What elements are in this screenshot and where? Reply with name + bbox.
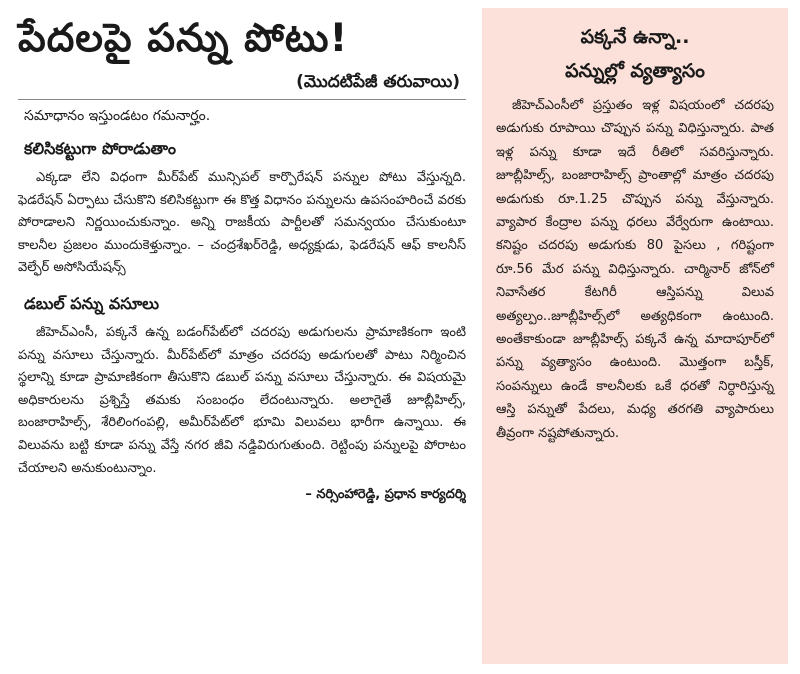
sidebar-title-line2: పన్నుల్లో వ్యత్యాసం: [565, 60, 705, 82]
sidebar-box: [482, 8, 788, 664]
lead-text: సమాధానం ఇస్తుండటం గమనార్హం.: [24, 108, 211, 124]
section-title-double-tax: డబుల్ పన్ను వసూలు: [24, 293, 160, 313]
sidebar-title-line1: పక్కనే ఉన్నా..: [580, 26, 690, 48]
section-body-double-tax: జీహెచ్‌ఎంసీ, పక్కనే ఉన్న బడంగ్‌పేట్‌లో చదరపు అడుగులను ప్రామాణికంగా ఇంటి పన్ను వసూలు చేస్తున్నారు. మీర్‌పేట్‌లో మాత్రం చదరపు అడుగులతో పాటు నిర్మించిన స్థలాన్ని కూడా ప్రామాణికంగా తీసుకొని డబుల్ పన్ను వసూలు చేస్తున్నారు. ఈ విషయమై అధికారులను ప్రశ్నిస్తే తమకు సంబంధం లేదంటున్నారు. అలాగైతే జూబ్లీహిల్స్, బంజారాహిల్స్, శేరిలింగంపల్లి, అమీర్‌పేట్‌లో భూమి విలువలు భారీగా ఉన్నాయి. ఈ విలువను బట్టి కూడా పన్ను వేస్తే నగర జీవి నడ్డివిరుగుతుంది. రెట్టింపు పన్నులపై పోరాటం చేయాలని అనుకుంటున్నాం.: [18, 324, 466, 476]
continuation-note: (మొదటిపేజీ తరువాయి): [296, 72, 460, 92]
section-title-fight-together: కలిసికట్టుగా పోరాడుతాం: [24, 139, 176, 158]
divider: [18, 99, 466, 100]
sidebar-body: జీహెచ్‌ఎంసీలో ప్రస్తుతం ఇళ్ల విషయంలో చదరపు అడుగుకు రూపాయి చొప్పున పన్ను విధిస్తున్నారు. పాత ఇళ్ల పన్ను కూడా ఇదే రీతిలో సవరిస్తున్నారు. జూబ్లీహిల్స్, బంజారాహిల్స్ ప్రాంతాల్లో మాత్రం చదరపు అడుగుకు రూ.1.25 చొప్పున పన్ను వేస్తున్నారు. వ్యాపార కేంద్రాల పన్ను ధరలు వేర్వేరుగా ఉంటాయి. కనిష్టం చదరపు అడుగుకు 80 పైసలు , గరిష్టంగా రూ.56 మేర పన్ను విధిస్తున్నారు. చార్మినార్ జోన్‌లో నివాసేతర కేటగిరీ ఆస్తిపన్ను విలువ అత్యల్పం..జూబ్లీహిల్స్‌లో అత్యధికంగా ఉంటుంది. అంతేకాకుండా జూబ్లీహిల్స్ పక్కనే ఉన్న మాదాపూర్‌లో పన్ను వ్యత్యాసం ఉంటుంది. మొత్తంగా బస్తీక్, సంపన్నులు ఉండే కాలనీలకు ఒకే ధరతో నిర్ధారిస్తున్న ఆస్తి పన్నుతో పేదలు, మధ్య తరగతి వ్యాపారులు తీవ్రంగా నష్టపోతున్నారు.: [496, 98, 774, 441]
headline: పేదలపై పన్ను పోటు!: [18, 16, 349, 61]
section-body-fight-together: ఎక్కడా లేని విధంగా మీర్‌పేట్ మున్సిపల్ కార్పొరేషన్ పన్నుల పోటు వేస్తున్నది. ఫెడరేషన్ ఏర్పాటు చేసుకొని కలిసికట్టుగా ఈ కొత్త విధానం పన్నులను ఉపసంహరించే వరకు పోరాడాలని నిర్ణయించుకున్నాం. అన్ని రాజకీయ పార్టీలతో సమన్వయం చేసుకుంటూ కాలనీల ప్రజలం ముందుకెళ్తున్నాం. – చంద్రశేఖర్‌రెడ్డి, అధ్యక్షుడు, ఫెడరేషన్ ఆఫ్ కాలనీస్ వెల్ఫేర్ అసోసియేషన్స్: [18, 170, 466, 276]
signature: – నర్సింహారెడ్డి, ప్రధాన కార్యదర్శి: [305, 487, 466, 503]
main-article: [18, 10, 466, 506]
